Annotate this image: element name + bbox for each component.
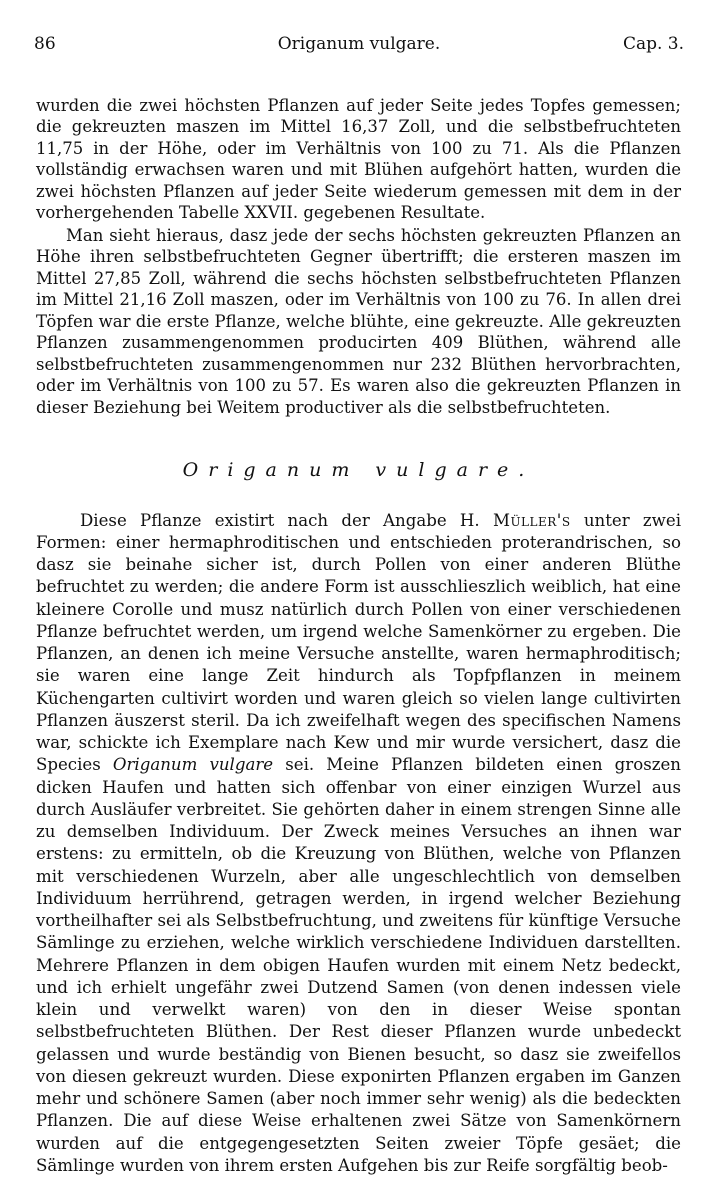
page-header xyxy=(34,34,684,58)
page-number: 86 xyxy=(34,34,56,54)
text-run: Diese Pflanze existirt nach der Angabe H. xyxy=(80,510,493,530)
text-run: unter zwei Formen: einer hermaphroditischen und entschieden proterandrischen, so dasz sie beinahe sicher ist, durch Pollen von einer anderen Blüthe befruchtet zu werden; die andere Form ist ausschlieszlich weiblich, hat eine kleinere Corolle und musz natürlich durch Pollen von einer verschiedenen Pflanze befruchtet werden, um irgend welche Samenkörner zu ergeben. Die Pflanzen, an denen ich meine Versuche anstellte, waren hermaphroditisch; sie waren eine lange Zeit hindurch als Topfpflanzen in meinem Küchengarten cultivirt worden und waren gleich so vielen lange cultivirten Pflanzen äuszerst steril. Da ich zweifelhaft wegen des specifischen Namens war, schickte ich Exemplare nach Kew und mir wurde versichert, dasz die Species xyxy=(36,510,681,775)
paragraph-origanum xyxy=(36,510,681,1178)
paragraph-continued: wurden die zwei höchsten Pflanzen auf jeder Seite jedes Topfes gemessen; die gekreuzten maszen im Mittel 16,37 Zoll, und die selbstbefruchteten 11,75 in der Höhe, oder im Verhältnis von 100 zu 71. Als die Pflanzen vollständig erwachsen waren und mit Blühen aufgehört hatten, wurden die zwei höchsten Pflanzen auf jeder Seite wiederum gemessen mit dem in der vorhergehenden Tabelle XXVII. gegebenen Resultate. xyxy=(36,95,681,222)
text-run: sei. Meine Pflanzen bildeten einen groszen dicken Haufen und hatten sich offenbar von einer einzigen Wurzel aus durch Ausläufer verbreitet. Sie gehörten daher in einem strengen Sinne alle zu demselben Individuum. Der Zweck meines Versuches an ihnen war erstens: zu ermitteln, ob die Kreuzung von Blüthen, welche von Pflanzen mit verschiedenen Wurzeln, aber alle ungeschlechtlich von demselben Individuum herrührend, getragen werden, in irgend welcher Beziehung vortheilhafter sei als Selbstbefruchtung, und zweitens für künftige Versuche Sämlinge zu erziehen, welche wirklich verschiedene Individuen darstellten. Mehrere Pflanzen in dem obigen Haufen wurden mit einem Netz bedeckt, und ich erhielt ungefähr zwei Dutzend Samen (von denen indessen viele klein und verwelkt waren) von den in dieser Weise spontan selbstbefruchteten Blüthen. Der Rest dieser Pflanzen wurde unbedeckt gelassen und wurde beständig von Bienen besucht, so dasz sie zweifellos von diesen gekreuzt wurden. Diese exponirten Pflanzen ergaben im Ganzen mehr und schönere Samen (aber noch immer sehr wenig) als die bedeckten Pflanzen. Die auf diese Weise erhaltenen zwei Sätze von Samenkörnern wurden auf die entgegengesetzten Seiten zweier Töpfe gesäet; die Sämlinge wurden von ihrem ersten Aufgehen bis zur Reife sorgfältig beob- xyxy=(36,755,681,1175)
running-title: Origanum vulgare. xyxy=(277,34,441,54)
author-name: Müller's xyxy=(492,510,571,530)
section-heading: Origanum vulgare. xyxy=(182,459,535,481)
paragraph-results: Man sieht hieraus, dasz jede der sechs höchsten gekreuzten Pflanzen an Höhe ihren selbstbefruchteten Gegner übertrifft; die ersteren maszen im Mittel 27,85 Zoll, während die sechs höchsten selbstbefruchteten Pflanzen im Mittel 21,16 Zoll maszen, oder im Verhältnis von 100 zu 76. In allen drei Töpfen war die erste Pflanze, welche blühte, eine gekreuzte. Alle gekreuzten Pflanzen zusammengenommen producirten 409 Blüthen, während alle selbstbefruchteten zusammengenommen nur 232 Blüthen hervorbrachten, oder im Verhältnis von 100 zu 57. Es waren also die gekreuzten Pflanzen in dieser Beziehung bei Weitem productiver als die selbstbefruchteten. xyxy=(36,225,681,417)
species-name: Origanum vulgare xyxy=(112,755,274,775)
chapter-label: Cap. 3. xyxy=(622,34,684,54)
